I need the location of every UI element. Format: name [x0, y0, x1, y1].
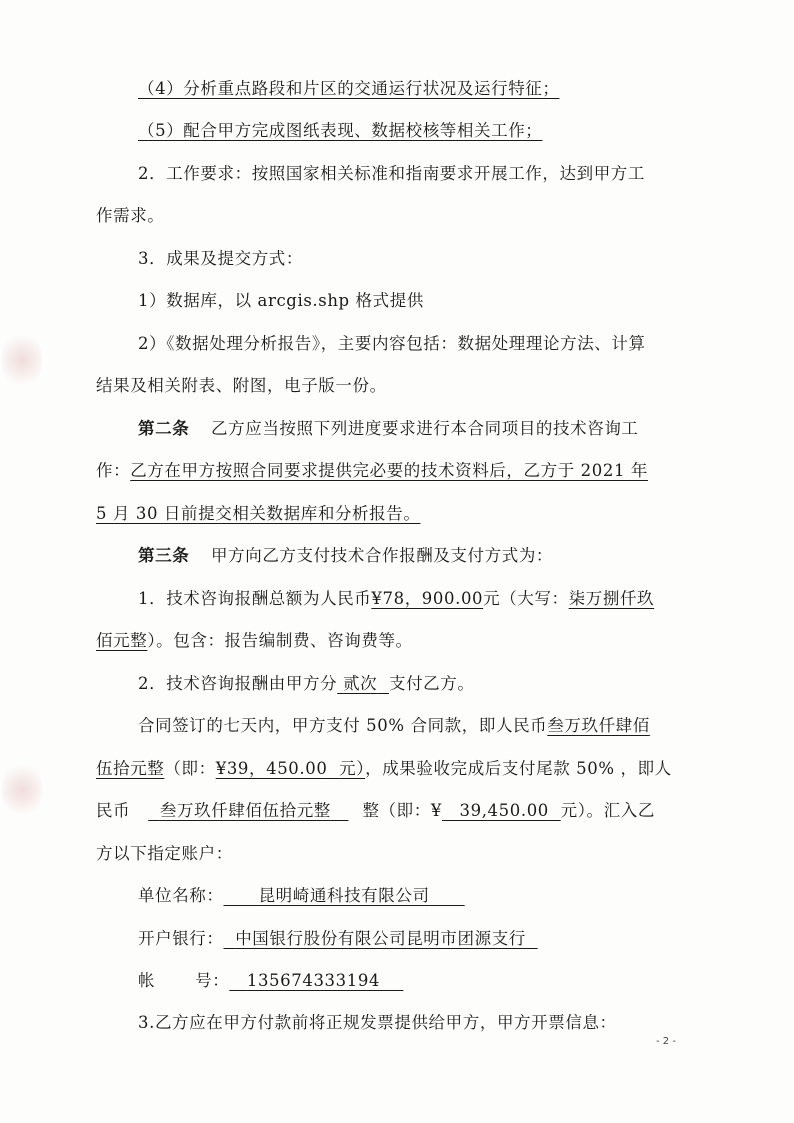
payment2-amount: 39,450.00 — [459, 801, 549, 820]
account-number-row — [138, 970, 403, 992]
deliverable-1: 1）数据库，以 arcgis.shp 格式提供 — [138, 291, 424, 310]
item-4: （4）分析重点路段和片区的交通运行状况及运行特征； — [138, 79, 560, 98]
fee-line2 — [96, 630, 413, 652]
article-3-text: 甲方向乙方支付技术合作报酬及支付方式为： — [211, 546, 554, 565]
fee-upper-1: 柒万捌仟玖 — [568, 589, 655, 608]
item-5: （5）配合甲方完成图纸表现、数据校核等相关工作； — [138, 121, 543, 140]
article-2-line1 — [138, 418, 639, 440]
payment-text: 2．技术咨询报酬由甲方分 — [138, 674, 338, 693]
payment1-line1 — [138, 715, 650, 737]
payment1-unit: 元） — [339, 759, 366, 778]
fee-text-b: 元（大写： — [483, 589, 569, 608]
article-3-line — [138, 545, 553, 567]
account-number-label-2: 号： — [195, 971, 230, 990]
payment2-text-b: 整（即： — [362, 801, 431, 820]
payment-times: 贰次 — [343, 674, 378, 693]
payment1-text-d: ，成果验收完成后支付尾款 50% ，即人 — [365, 759, 672, 778]
invoice-line: 3.乙方应在甲方付款前将正规发票提供给甲方，甲方开票信息： — [138, 1013, 617, 1032]
ink-stain — [2, 760, 42, 820]
account-bank-label: 开户银行： — [138, 929, 224, 948]
article-2-line3: 5 月 30 日前提交相关数据库和分析报告。 — [96, 504, 421, 523]
fee-line1 — [138, 588, 654, 610]
payment1-upper-2: 伍拾元整 — [96, 759, 165, 778]
payment2-text-c: 元）。汇入乙 — [560, 801, 655, 820]
account-bank-value: 中国银行股份有限公司昆明市团源支行 — [235, 929, 526, 948]
payment1-text: 合同签订的七天内，甲方支付 50% 合同款，即人民币 — [138, 716, 548, 735]
payment2-line2: 方以下指定账户： — [96, 844, 233, 863]
account-number-label-1: 帐 — [138, 971, 156, 990]
fee-includes: ）。包含：报告编制费、咨询费等。 — [147, 631, 413, 650]
article-2-prefix: 作： — [96, 461, 131, 480]
article-2-schedule: 乙方在甲方按照合同要求提供完必要的技术资料后，乙方于 2021 年 — [130, 461, 648, 480]
payment1-upper-1: 叁万玖仟肆佰 — [547, 716, 650, 735]
payment1-text-b: （即： — [164, 759, 216, 778]
article-2-label: 第二条 — [138, 419, 190, 438]
account-bank-row — [138, 928, 538, 950]
fee-text: 1．技术咨询报酬总额为人民币 — [138, 589, 372, 608]
deliverable-2-line2: 结果及相关附表、附图，电子版一份。 — [96, 376, 387, 395]
deliverable-2-line1: 2）《数据处理分析报告》，主要内容包括：数据处理理论方法、计算 — [138, 334, 646, 353]
payment2-line1 — [96, 800, 655, 822]
page-number: - 2 - — [656, 1036, 676, 1047]
deliverables-title: 3．成果及提交方式： — [138, 249, 303, 268]
fee-upper-2: 佰元整 — [96, 631, 148, 650]
account-name-label: 单位名称： — [138, 886, 224, 905]
payment1-line2 — [96, 758, 672, 780]
article-2-line2 — [96, 460, 648, 482]
article-3-label: 第三条 — [138, 546, 190, 565]
payment-times-line — [138, 673, 474, 695]
ink-stain — [2, 330, 42, 390]
fee-amount: ¥78，900.00 — [371, 589, 484, 608]
account-name-row — [138, 885, 465, 907]
account-number-value: 135674333194 — [246, 971, 381, 990]
account-name-value: 昆明崎通科技有限公司 — [258, 886, 430, 905]
payment2-text: 民币 — [96, 801, 131, 820]
payment-text-b: 支付乙方。 — [388, 674, 475, 693]
article-2-text: 乙方应当按照下列进度要求进行本合同项目的技术咨询工 — [211, 419, 639, 438]
payment2-upper: 叁万玖仟肆佰伍拾元整 — [159, 801, 331, 820]
payment1-amount: ¥39，450.00 — [215, 759, 328, 778]
work-requirement-line2: 作需求。 — [96, 206, 165, 225]
work-requirement-line1: 2．工作要求：按照国家相关标准和指南要求开展工作，达到甲方工 — [138, 164, 645, 183]
payment2-currency: ¥ — [430, 801, 442, 820]
